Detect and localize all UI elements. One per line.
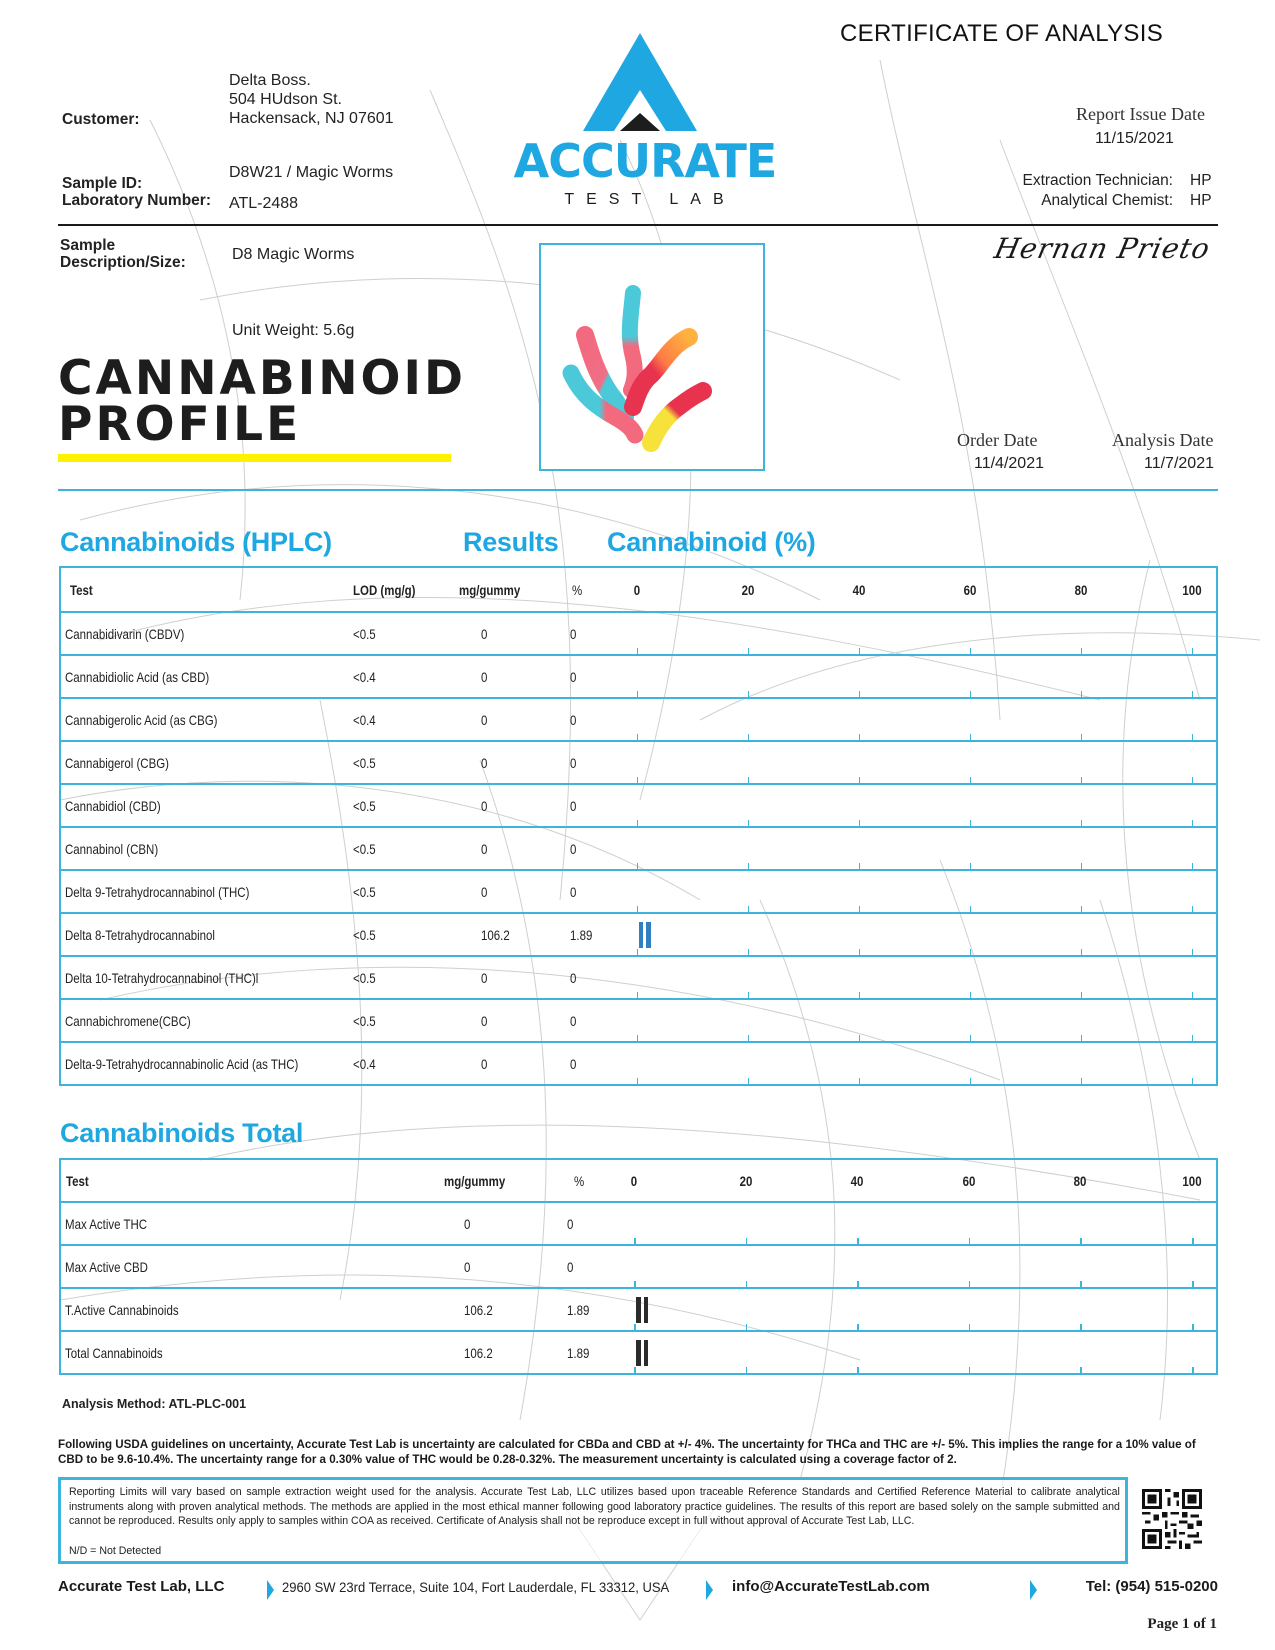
mg-value: 0 <box>480 711 487 728</box>
axis-tick <box>859 949 861 955</box>
lab-number-label: Laboratory Number: <box>62 192 211 209</box>
chevron-right-icon <box>706 1580 713 1600</box>
pct-value: 1.89 <box>567 1344 590 1361</box>
test-name: Cannabinol (CBN) <box>65 840 159 857</box>
document-title: CERTIFICATE OF ANALYSIS <box>840 20 1163 47</box>
axis-tick <box>859 820 861 826</box>
test-name: Max Active THC <box>65 1215 148 1232</box>
axis-tick-label: 60 <box>963 581 976 598</box>
axis-tick <box>748 820 750 826</box>
axis-tick <box>1192 777 1194 783</box>
totals-axis <box>612 1159 1217 1202</box>
axis-tick <box>970 691 972 697</box>
axis-tick <box>970 949 972 955</box>
customer-name: Delta Boss. <box>229 72 311 89</box>
axis-tick <box>637 1078 639 1084</box>
axis-tick <box>970 906 972 912</box>
axis-tick <box>746 1367 748 1373</box>
pct-value: 0 <box>569 883 576 900</box>
sample-description-value: D8 Magic Worms <box>232 246 355 263</box>
axis-tick <box>970 1035 972 1041</box>
hplc-results-table <box>59 566 1218 1086</box>
test-name: Cannabidiolic Acid (as CBD) <box>65 668 210 685</box>
axis-tick <box>634 1238 636 1244</box>
chevron-right-icon <box>267 1580 274 1600</box>
axis-tick-label: 0 <box>630 1172 638 1189</box>
nd-note: N/D = Not Detected <box>69 1545 162 1557</box>
footer-email[interactable]: info@AccurateTestLab.com <box>732 1578 930 1595</box>
axis-tick <box>857 1324 859 1330</box>
axis-tick <box>637 949 639 955</box>
axis-tick <box>1080 1367 1082 1373</box>
pct-value: 0 <box>569 969 576 986</box>
axis-tick <box>1192 648 1194 654</box>
table-row <box>60 655 1217 698</box>
bar-cell <box>612 1331 1217 1374</box>
test-name: Delta-9-Tetrahydrocannabinolic Acid (as THC) <box>65 1055 299 1072</box>
pct-value: 1.89 <box>567 1301 590 1318</box>
pct-value: 0 <box>569 797 576 814</box>
cannabinoid-pct-section-title: Cannabinoid (%) <box>607 527 816 557</box>
axis-tick <box>1192 1078 1194 1084</box>
hplc-header-row <box>60 567 1217 612</box>
bar-cell <box>615 612 1217 655</box>
axis-tick <box>1080 1281 1082 1287</box>
footer-phone[interactable]: Tel: (954) 515-0200 <box>1085 1578 1218 1595</box>
bar-cell <box>615 870 1217 913</box>
hplc-axis <box>615 567 1217 612</box>
axis-tick <box>748 949 750 955</box>
axis-tick <box>969 1367 971 1373</box>
axis-tick <box>857 1367 859 1373</box>
mg-value: 0 <box>480 668 487 685</box>
axis-tick <box>637 648 639 654</box>
pct-value: 0 <box>569 711 576 728</box>
lab-number-value: ATL-2488 <box>229 195 299 212</box>
axis-tick <box>637 1035 639 1041</box>
axis-tick <box>970 648 972 654</box>
axis-tick <box>969 1324 971 1330</box>
axis-tick <box>1192 734 1194 740</box>
footer <box>58 1578 1218 1602</box>
analytical-chemist-value: HP <box>1190 192 1212 209</box>
axis-tick <box>1081 992 1083 998</box>
product-photo <box>539 243 765 471</box>
test-name: Max Active CBD <box>65 1258 148 1275</box>
customer-address <box>229 71 394 128</box>
lod-value: <0.5 <box>352 926 376 943</box>
order-date-label: Order Date <box>957 430 1038 450</box>
title-line1: CANNABINOID <box>58 351 467 406</box>
axis-tick <box>637 863 639 869</box>
sample-description-label-line1: Sample <box>60 237 116 254</box>
lod-value: <0.5 <box>352 883 376 900</box>
mg-value: 0 <box>480 754 487 771</box>
axis-tick <box>859 648 861 654</box>
analysis-date-label: Analysis Date <box>1112 430 1214 450</box>
table-row <box>60 827 1217 870</box>
result-bar <box>644 1340 649 1366</box>
unit-weight: Unit Weight: 5.6g <box>232 322 355 339</box>
table-row <box>60 698 1217 741</box>
result-bar <box>639 922 644 948</box>
axis-tick <box>1192 906 1194 912</box>
gummy-worms-image <box>541 245 763 469</box>
signature: Hernan Prieto <box>991 232 1214 265</box>
disclaimer-text: Reporting Limits will vary based on sample extraction weight used for the analysis. Accurate Test Lab, LLC utilizes based upon traceable Reference Standards and Certified Reference Material to calibrate analytical instruments along with proven analytical methods. The methods are applied in the most ethical manner following good laboratory practice guidelines. The results of this report are based solely on the sample submitted and cannot be reproduced. Results only apply to samples within COA as received. Certificate of Analysis shall not be reproduce except in full without approval of Accurate Test Lab, LLC. <box>69 1486 1120 1528</box>
axis-tick <box>1192 1324 1194 1330</box>
axis-tick <box>634 1324 636 1330</box>
analysis-method: Analysis Method: ATL-PLC-001 <box>62 1397 247 1411</box>
axis-tick <box>746 1281 748 1287</box>
axis-tick <box>637 691 639 697</box>
table-row <box>60 784 1217 827</box>
axis-tick <box>634 1281 636 1287</box>
axis-tick <box>1192 1281 1194 1287</box>
axis-tick <box>1192 1035 1194 1041</box>
totals-col-header-mg: mg/gummy <box>444 1172 506 1189</box>
axis-tick <box>748 992 750 998</box>
axis-tick <box>1192 992 1194 998</box>
bar-cell <box>612 1245 1217 1288</box>
axis-tick <box>637 906 639 912</box>
result-bar <box>644 1297 649 1323</box>
customer-city: Hackensack, NJ 07601 <box>229 110 394 127</box>
table-row <box>60 1202 1217 1245</box>
axis-tick <box>1192 1367 1194 1373</box>
axis-tick <box>1081 1035 1083 1041</box>
totals-header-row <box>60 1159 1217 1202</box>
axis-tick <box>970 1078 972 1084</box>
axis-tick-label: 100 <box>1181 581 1202 598</box>
table-row <box>60 1042 1217 1085</box>
axis-tick <box>1081 906 1083 912</box>
results-section-title: Results <box>463 527 559 557</box>
sample-id-value: D8W21 / Magic Worms <box>229 164 394 181</box>
report-issue-date: 11/15/2021 <box>1095 130 1174 147</box>
result-bar <box>636 1297 641 1323</box>
uncertainty-statement: Following USDA guidelines on uncertainty, Accurate Test Lab is uncertainty are calculated for CBDa and CBD at +/- 4%. The uncertainty for THCa and THC are +/- 5%. This implies the range for a 10% value of CBD to be 9.6-10.4%. The uncertainty range for a 0.30% value of THC would be 0.28-0.32%. The measurement uncertainty is calculated using a coverage factor of 2. <box>58 1438 1196 1466</box>
test-name: Total Cannabinoids <box>65 1344 163 1361</box>
bar-cell <box>615 741 1217 784</box>
test-name: Cannabigerolic Acid (as CBG) <box>65 711 218 728</box>
sample-description-label-line2: Description/Size: <box>60 254 186 271</box>
axis-tick <box>859 863 861 869</box>
totals-col-header-test: Test <box>66 1172 89 1189</box>
logo-tagline: TEST LAB <box>564 191 736 208</box>
axis-tick <box>637 820 639 826</box>
cannabinoid-profile-title <box>58 351 467 452</box>
sample-description-label <box>60 237 186 271</box>
axis-tick <box>634 1367 636 1373</box>
axis-tick <box>857 1238 859 1244</box>
test-name: Delta 8-Tetrahydrocannabinol <box>65 926 215 943</box>
accurate-test-lab-logo <box>500 30 790 210</box>
result-bar <box>636 1340 641 1366</box>
pct-value: 0 <box>569 625 576 642</box>
axis-tick-label: 20 <box>741 581 754 598</box>
test-name: T.Active Cannabinoids <box>65 1301 179 1318</box>
customer-label: Customer: <box>62 111 140 128</box>
customer-street: 504 HUdson St. <box>229 91 342 108</box>
lod-value: <0.5 <box>352 1012 376 1029</box>
header-divider <box>58 224 1218 226</box>
extraction-technician-value: HP <box>1190 172 1212 189</box>
lod-value: <0.5 <box>352 797 376 814</box>
table-row <box>60 1245 1217 1288</box>
axis-tick <box>1192 863 1194 869</box>
pct-value: 0 <box>567 1215 574 1232</box>
axis-tick <box>859 906 861 912</box>
pct-value: 0 <box>569 1055 576 1072</box>
axis-tick <box>970 992 972 998</box>
result-bar <box>646 922 651 948</box>
pct-value: 0 <box>567 1258 574 1275</box>
axis-tick <box>859 691 861 697</box>
axis-tick <box>1081 648 1083 654</box>
mg-value: 0 <box>480 1012 487 1029</box>
test-name: Cannabidiol (CBD) <box>65 797 161 814</box>
lod-value: <0.5 <box>352 840 376 857</box>
axis-tick <box>637 777 639 783</box>
lod-value: <0.4 <box>352 1055 376 1072</box>
col-header-pct: % <box>571 581 582 598</box>
lod-value: <0.4 <box>352 668 376 685</box>
lod-value: <0.5 <box>352 625 376 642</box>
axis-tick <box>859 1035 861 1041</box>
qr-code-icon[interactable] <box>1142 1487 1202 1551</box>
axis-tick <box>748 734 750 740</box>
mg-value: 0 <box>480 883 487 900</box>
axis-tick <box>748 1078 750 1084</box>
axis-tick <box>748 863 750 869</box>
axis-tick-label: 20 <box>739 1172 752 1189</box>
bar-cell <box>615 655 1217 698</box>
axis-tick <box>970 734 972 740</box>
bar-cell <box>615 999 1217 1042</box>
axis-tick-label: 0 <box>633 581 640 598</box>
axis-tick <box>748 777 750 783</box>
bar-cell <box>615 698 1217 741</box>
order-date: 11/4/2021 <box>974 455 1044 472</box>
pct-value: 0 <box>569 1012 576 1029</box>
axis-tick-label: 80 <box>1074 581 1087 598</box>
axis-tick <box>1081 863 1083 869</box>
bar-cell <box>615 784 1217 827</box>
table-row <box>60 741 1217 784</box>
title-underline <box>58 454 451 462</box>
lod-value: <0.5 <box>352 969 376 986</box>
disclaimer-box <box>58 1477 1128 1564</box>
footer-address: 2960 SW 23rd Terrace, Suite 104, Fort Lauderdale, FL 33312, USA <box>282 1579 670 1595</box>
totals-results-table <box>59 1158 1218 1375</box>
axis-tick <box>746 1238 748 1244</box>
col-header-test: Test <box>70 581 93 598</box>
axis-tick-label: 100 <box>1182 1172 1202 1189</box>
footer-company: Accurate Test Lab, LLC <box>58 1578 225 1595</box>
bar-cell <box>615 913 1217 956</box>
axis-tick <box>1081 734 1083 740</box>
axis-tick <box>637 992 639 998</box>
axis-tick <box>1192 820 1194 826</box>
axis-tick <box>970 777 972 783</box>
axis-tick <box>969 1238 971 1244</box>
axis-tick <box>1192 949 1194 955</box>
hplc-section-title: Cannabinoids (HPLC) <box>60 527 332 557</box>
mg-value: 0 <box>480 969 487 986</box>
totals-section-title: Cannabinoids Total <box>60 1118 304 1148</box>
mg-value: 0 <box>464 1215 471 1232</box>
test-name: Delta 10-Tetrahydrocannabinol (THC)l <box>65 969 259 986</box>
table-row <box>60 612 1217 655</box>
title-line2: PROFILE <box>58 397 302 452</box>
axis-tick <box>748 648 750 654</box>
table-row <box>60 1331 1217 1374</box>
axis-tick <box>1081 777 1083 783</box>
chevron-right-icon <box>1030 1580 1037 1600</box>
col-header-lod: LOD (mg/g) <box>352 581 416 598</box>
lod-value: <0.4 <box>352 711 376 728</box>
col-header-mg: mg/gummy <box>458 581 520 598</box>
axis-tick <box>1192 1238 1194 1244</box>
page-number: Page 1 of 1 <box>1147 1616 1217 1632</box>
axis-tick <box>637 734 639 740</box>
axis-tick <box>969 1281 971 1287</box>
axis-tick-label: 40 <box>850 1172 864 1189</box>
axis-tick <box>1081 949 1083 955</box>
test-name: Cannabigerol (CBG) <box>65 754 170 771</box>
axis-tick <box>859 992 861 998</box>
mg-value: 106.2 <box>464 1301 493 1318</box>
axis-tick <box>857 1281 859 1287</box>
bar-cell <box>615 1042 1217 1085</box>
table-row <box>60 999 1217 1042</box>
table-row <box>60 870 1217 913</box>
table-row <box>60 1288 1217 1331</box>
pct-value: 0 <box>569 840 576 857</box>
axis-tick <box>748 906 750 912</box>
sample-id-label: Sample ID: <box>62 175 143 192</box>
report-issue-date-label: Report Issue Date <box>1076 104 1205 124</box>
mg-value: 106.2 <box>480 926 510 943</box>
axis-tick-label: 40 <box>852 581 865 598</box>
axis-tick-label: 80 <box>1074 1172 1087 1189</box>
axis-tick <box>859 1078 861 1084</box>
mg-value: 0 <box>480 1055 487 1072</box>
axis-tick-label: 60 <box>962 1172 976 1189</box>
pct-value: 0 <box>569 754 576 771</box>
logo-brand: ACCURATE <box>513 134 777 188</box>
totals-col-header-pct: % <box>574 1172 585 1189</box>
mg-value: 0 <box>480 797 487 814</box>
analysis-date: 11/7/2021 <box>1144 455 1214 472</box>
test-name: Delta 9-Tetrahydrocannabinol (THC) <box>65 883 250 900</box>
axis-tick <box>1081 1078 1083 1084</box>
mg-value: 0 <box>480 625 487 642</box>
pct-value: 1.89 <box>569 926 592 943</box>
mg-value: 0 <box>464 1258 471 1275</box>
test-name: Cannabichromene(CBC) <box>65 1012 191 1029</box>
lod-value: <0.5 <box>352 754 376 771</box>
analytical-chemist-label: Analytical Chemist: <box>1041 192 1173 209</box>
test-name: Cannabidivarin (CBDV) <box>65 625 185 642</box>
axis-tick <box>859 777 861 783</box>
axis-tick <box>970 820 972 826</box>
axis-tick <box>1192 691 1194 697</box>
axis-tick <box>748 1035 750 1041</box>
bar-cell <box>612 1202 1217 1245</box>
mg-value: 106.2 <box>464 1344 493 1361</box>
table-row <box>60 913 1217 956</box>
axis-tick <box>859 734 861 740</box>
extraction-technician-label: Extraction Technician: <box>1022 172 1173 189</box>
mg-value: 0 <box>480 840 487 857</box>
bar-cell <box>612 1288 1217 1331</box>
pct-value: 0 <box>569 668 576 685</box>
bar-cell <box>615 956 1217 999</box>
bar-cell <box>615 827 1217 870</box>
axis-tick <box>1080 1238 1082 1244</box>
axis-tick <box>1080 1324 1082 1330</box>
axis-tick <box>1081 691 1083 697</box>
table-row <box>60 956 1217 999</box>
axis-tick <box>970 863 972 869</box>
axis-tick <box>748 691 750 697</box>
section-divider <box>58 489 1218 491</box>
axis-tick <box>746 1324 748 1330</box>
axis-tick <box>1081 820 1083 826</box>
